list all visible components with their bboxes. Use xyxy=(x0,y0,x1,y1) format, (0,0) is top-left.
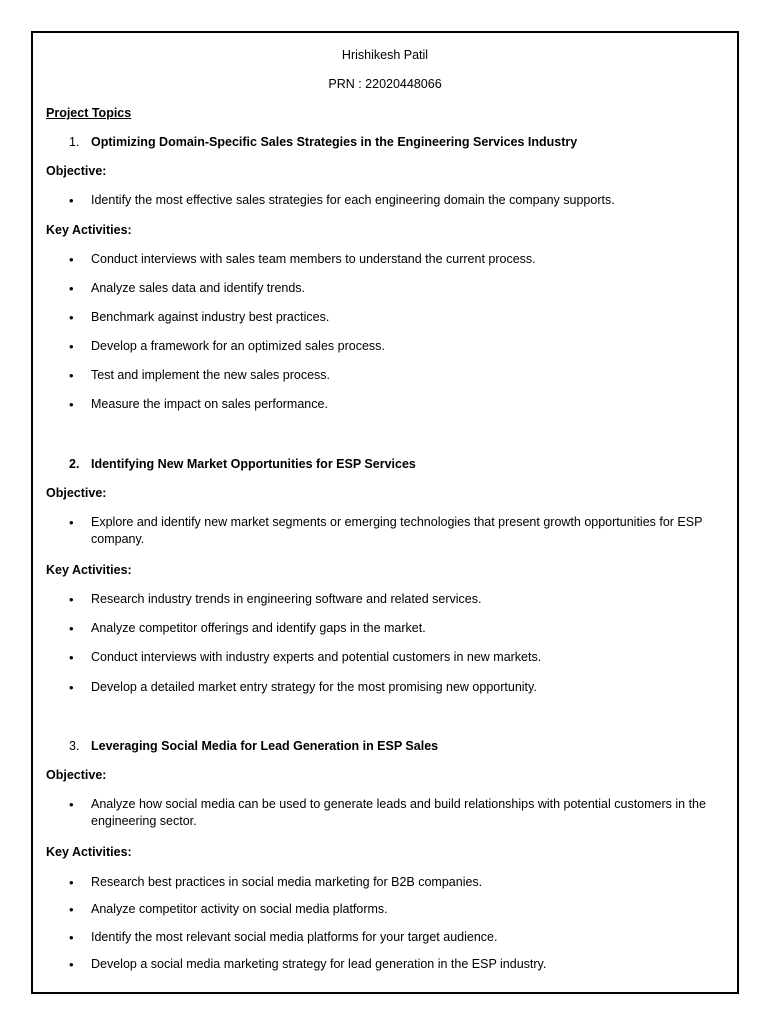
bullet-icon: • xyxy=(69,621,74,636)
project-1-activity-2: Analyze sales data and identify trends. xyxy=(91,281,306,295)
project-2-objective-label: Objective: xyxy=(46,486,107,500)
project-1-activity-4: Develop a framework for an optimized sales process. xyxy=(91,339,385,353)
project-3-title: Leveraging Social Media for Lead Generation in ESP Sales xyxy=(91,739,439,753)
project-1-number: 1. xyxy=(69,135,80,149)
section-title: Project Topics xyxy=(46,106,132,120)
bullet-icon: • xyxy=(69,930,74,945)
project-3-objective-1: Analyze how social media can be used to generate leads and build relationships with potential customers in the engineering sector. xyxy=(91,797,706,828)
project-1-title: Optimizing Domain-Specific Sales Strategies in the Engineering Services Industry xyxy=(91,135,578,149)
project-3-number: 3. xyxy=(69,739,80,753)
project-3-activity-2: Analyze competitor activity on social media platforms. xyxy=(91,902,388,916)
bullet-icon: • xyxy=(69,680,74,695)
prn-number: PRN : 22020448066 xyxy=(328,77,442,91)
bullet-icon: • xyxy=(69,797,74,812)
project-2-activity-4: Develop a detailed market entry strategy for the most promising new opportunity. xyxy=(91,680,537,694)
bullet-icon: • xyxy=(69,650,74,665)
bullet-icon: • xyxy=(69,397,74,412)
project-3-activity-1: Research best practices in social media marketing for B2B companies. xyxy=(91,875,483,889)
bullet-icon: • xyxy=(69,368,74,383)
project-2-activity-1: Research industry trends in engineering software and related services. xyxy=(91,592,482,606)
bullet-icon: • xyxy=(69,193,74,208)
project-1-objective-1: Identify the most effective sales strategies for each engineering domain the company supports. xyxy=(91,193,615,207)
bullet-icon: • xyxy=(69,515,74,530)
bullet-icon: • xyxy=(69,252,74,267)
project-2-objective-1: Explore and identify new market segments or emerging technologies that present growth opportunities for ESP company. xyxy=(91,515,703,546)
project-1-activities-label: Key Activities: xyxy=(46,223,132,237)
project-1-activity-6: Measure the impact on sales performance. xyxy=(91,397,328,411)
project-2-activities-label: Key Activities: xyxy=(46,563,132,577)
bullet-icon: • xyxy=(69,592,74,607)
project-1-activity-5: Test and implement the new sales process. xyxy=(91,368,331,382)
project-3-activity-4: Develop a social media marketing strategy for lead generation in the ESP industry. xyxy=(91,957,547,971)
project-1-activity-1: Conduct interviews with sales team members to understand the current process. xyxy=(91,252,536,266)
project-2-number: 2. xyxy=(69,457,80,471)
project-3-activities-label: Key Activities: xyxy=(46,845,132,859)
bullet-icon: • xyxy=(69,310,74,325)
project-3-objective-label: Objective: xyxy=(46,768,107,782)
project-1-objective-label: Objective: xyxy=(46,164,107,178)
bullet-icon: • xyxy=(69,875,74,890)
document-page xyxy=(31,31,739,994)
bullet-icon: • xyxy=(69,281,74,296)
author-name: Hrishikesh Patil xyxy=(341,48,429,62)
project-3-activity-3: Identify the most relevant social media platforms for your target audience. xyxy=(91,930,498,944)
bullet-icon: • xyxy=(69,339,74,354)
project-2-title: Identifying New Market Opportunities for ESP Services xyxy=(91,457,416,471)
project-1-activity-3: Benchmark against industry best practices. xyxy=(91,310,330,324)
bullet-icon: • xyxy=(69,902,74,917)
project-2-activity-3: Conduct interviews with industry experts and potential customers in new markets. xyxy=(91,650,542,664)
project-2-activity-2: Analyze competitor offerings and identify gaps in the market. xyxy=(91,621,426,635)
bullet-icon: • xyxy=(69,957,74,972)
